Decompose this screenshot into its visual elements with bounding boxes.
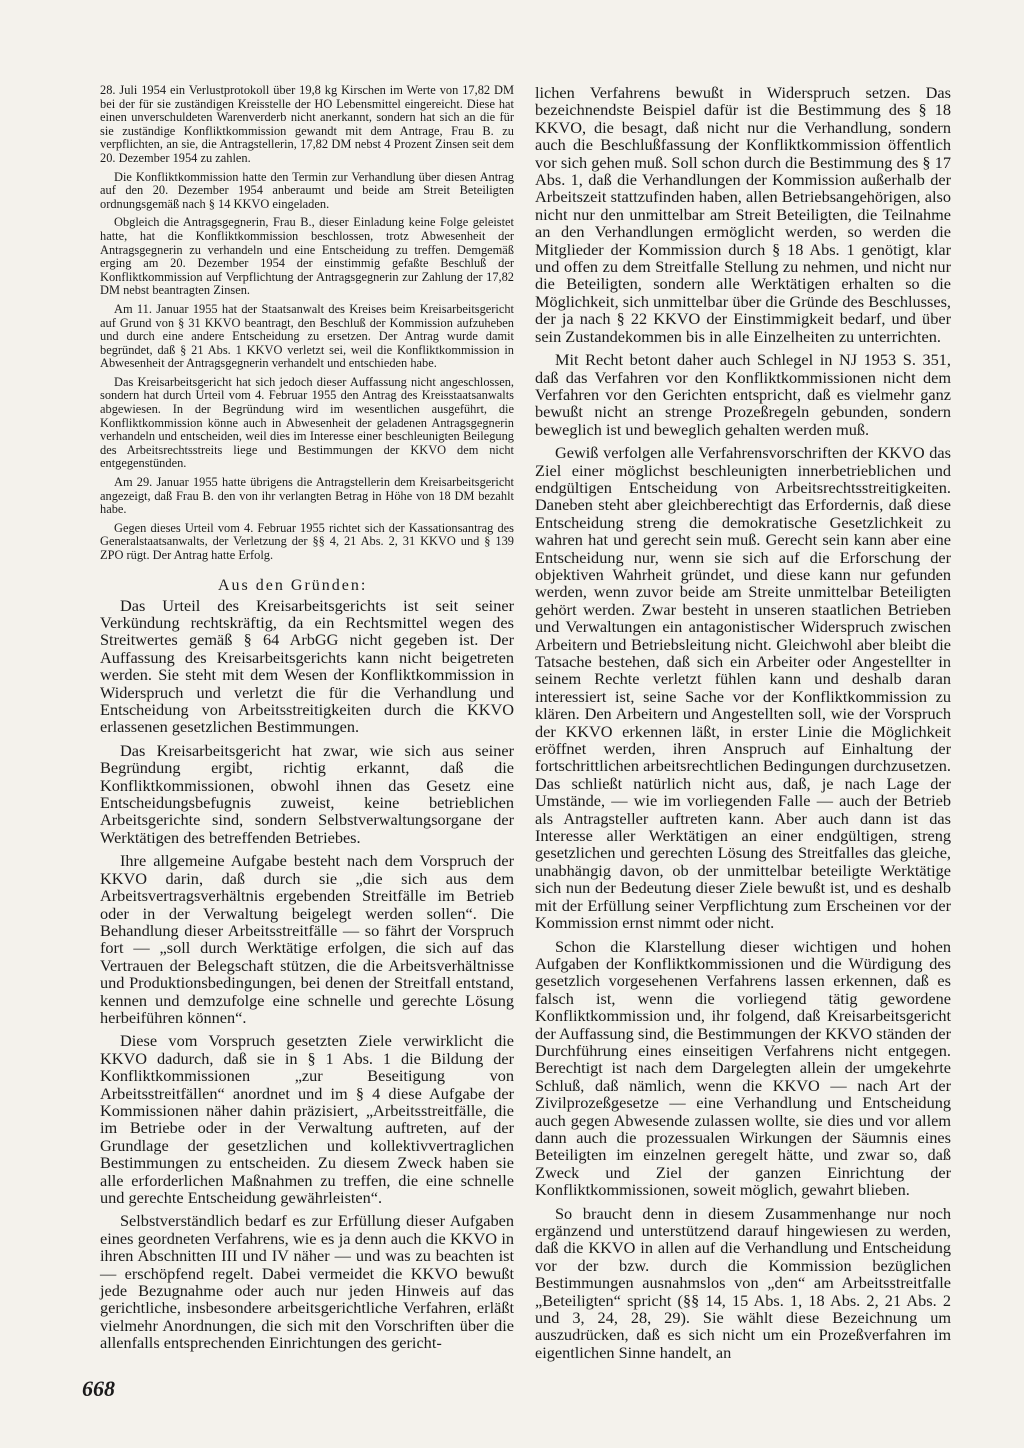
fact-paragraph: Obgleich die Antragsgegnerin, Frau B., dieser Einladung keine Folge geleistet hatte, hat die Konfliktkommission beschlossen, trotz Abwesenheit der Antragsgegnerin zu verhandeln und eine Entscheidung zu treffen. Demgemäß erging am 20. Dezember 1954 der einstimmig gefaßte Beschluß der Konfliktkommission auf Verpflichtung der Antragsgegnerin zur Zahlung der 17,82 DM nebst beantragten Zinsen. [100,215,514,298]
reason-paragraph: Ihre allgemeine Aufgabe besteht nach dem Vorspruch der KKVO darin, daß durch sie „die sich aus dem Arbeitsvertragsverhältnis ergebenden Streitfälle im Betrieb oder in der Verwaltung beigelegt werden sollen“. Die Behandlung dieser Arbeitsstreitfälle — so fährt der Vorspruch fort — „soll durch Werktätige erfolgen, die sich auf das Vertrauen der Belegschaft stützen, die die Arbeitsverhältnisse und Produktionsbedingungen, bei denen der Streitfall entstand, kennen und demzufolge eine schnelle und gerechte Lösung herbeiführen können“. [100,851,514,1027]
fact-paragraph: Die Konfliktkommission hatte den Termin zur Verhandlung über diesen Antrag auf den 20. Dezember 1954 anberaumt und beide am Streit Beteiligten ordnungsgemäß nach § 14 KKVO eingeladen. [100,169,514,211]
body-paragraph: Schon die Klarstellung dieser wichtigen und hohen Aufgaben der Konfliktkommissionen und die Würdigung des gesetzlich vorgesehenen Verfahrens lassen erkennen, daß es falsch ist, wenn die vorliegend tätig gewordene Konfliktkommission und, ihr folgend, daß Kreisarbeitsgericht der Auffassung sind, die Bestimmungen der KKVO ständen der Durchführung eines einseitigen Verfahrens nicht entgegen. Berechtigt ist nach dem Dargelegten allein der umgekehrte Schluß, daß nämlich, wenn die KKVO — nach Art der Zivilprozeßgesetze — eine Verhandlung und Entscheidung auch gegen Abwesende zulassen wollte, sie dies und vor allem dann auch die prozessualen Wirkungen der Säumnis eines Beteiligten im einzelnen geregelt hätte, und zwar so, daß Zweck und Ziel der ganzen Einrichtung der Konfliktkommissionen, soweit möglich, gewahrt blieben. [535,936,951,1200]
reason-paragraph: Das Kreisarbeitsgericht hat zwar, wie sich aus seiner Begründung ergibt, richtig erkannt, daß die Konfliktkommissionen, obwohl ihnen das Gesetz eine Entscheidungsbefugnis zuweist, keine betrieblichen Arbeitsgerichte sind, sondern Selbstverwaltungsorgane der Werktätigen des betreffenden Betriebes. [100,740,514,847]
reason-paragraph: Diese vom Vorspruch gesetzten Ziele verwirklicht die KKVO dadurch, daß sie in § 1 Abs. 1 die Bildung der Konfliktkommissionen „zur Beseitigung von Arbeitsstreitfällen“ anordnet und im § 4 diese Aufgabe der Kommissionen näher dahin präzisiert, „Arbeitsstreitfälle, die im Betriebe oder in der Verwaltung auftreten, auf der Grundlage der gesetzlichen und kollektivvertraglichen Bestimmungen zu entscheiden. Zu diesem Zweck haben sie alle erforderlichen Maßnahmen zu treffen, die eine schnelle und gerechte Entscheidung gewährleisten“. [100,1031,514,1207]
reasons-section [100,597,514,1352]
body-paragraph: lichen Verfahrens bewußt in Widerspruch setzen. Das bezeichnendste Beispiel dafür ist die Bestimmung des § 18 KKVO, die besagt, daß nicht nur die Verhandlung, sondern auch die Beschlußfassung der Konfliktkommission öffentlich vor sich gehen muß. Soll schon durch die Bestimmung des § 17 Abs. 1, daß die Verhandlungen der Kommission außerhalb der Arbeitszeit stattzufinden haben, allen Betriebsangehörigen, also nicht nur den unmittelbar am Streit Beteiligten, die Teilnahme an den Verhandlungen ermöglicht werden, so werden die Mitglieder der Kommission durch § 18 Abs. 1 genötigt, klar und offen zu dem Streitfalle Stellung zu nehmen, und nicht nur die Beteiligten, sondern alle Werktätigen erhalten so die Möglichkeit, sich unmittelbar über die Gründe des Beschlusses, der ja nach § 22 KKVO der Einstimmigkeit bedarf, und über sein Zustandekommen bis in alle Einzelheiten zu unterrichten. [535,83,951,346]
body-paragraph: Gewiß verfolgen alle Verfahrensvorschriften der KKVO das Ziel einer möglichst beschleunigten innerbetrieblichen und endgültigen Entscheidung von Arbeitsrechtsstreitigkeiten. Daneben steht aber gleichberechtigt das Erfordernis, daß diese Entscheidung streng die demokratische Gesetzlichkeit zu wahren hat und gerecht sein muß. Gerecht sein kann aber eine Entscheidung nur, wenn sie sich auf die Erforschung der objektiven Wahrheit gründet, und diese kann nur gefunden werden, wenn zuvor beide am Streite unmittelbar Beteiligten gehört werden. Zwar besteht in unseren staatlichen Betrieben und Verwaltungen ein antagonistischer Widerspruch zwischen Arbeitern und Betriebsleitung nicht. Gleichwohl aber bleibt die Tatsache bestehen, daß sich ein Arbeiter oder Angestellter in seinem Rechte verletzt fühlen kann und deshalb daran interessiert ist, seine Sache vor der Konfliktkommission zu klären. Den Arbeitern und Angestellten soll, wie der Vorspruch der KKVO erkennen läßt, in erster Linie die Möglichkeit eröffnet werden, ihren Anspruch auf Einhaltung der fortschrittlichen arbeitsrechtlichen Bedingungen durchzusetzen. Das schließt natürlich nicht aus, daß, je nach Lage der Umstände, — wie im vorliegenden Falle — auch der Betrieb als Antragsteller auftreten kann. Aber auch dann ist das Interesse aller Werktätigen an einer endgültigen, streng gesetzlichen und gerechten Lösung des Streitfalles das gleiche, unabhängig davon, ob der unmittelbar beteiligte Werktätige sich nun der Bedeutung dieser Ziele bewußt ist, und es deshalb mit der Erfüllung seiner Verpflichtung zum Erscheinen vor der Kommission ernst nimmt oder nicht. [535,443,951,933]
section-heading: Aus den Gründen: [218,576,368,594]
fact-paragraph: Am 29. Januar 1955 hatte übrigens die Antragstellerin dem Kreisarbeitsgericht angezeigt, daß Frau B. den von ihr verlangten Betrag in Höhe von 18 DM bezahlt habe. [100,475,514,517]
fact-paragraph: Das Kreisarbeitsgericht hat sich jedoch dieser Auffassung nicht angeschlossen, sondern hat durch Urteil vom 4. Februar 1955 den Antrag des Kreisstaatsanwalts abgewiesen. In der Begründung wird im wesentlichen ausgeführt, die Konfliktkommission könne auch in Abwesenheit der geladenen Antragsgegnerin verhandeln und entscheiden, weil dies im Interesse einer beschleunigten Beilegung des Arbeitsrechtsstreits liege und Bestimmungen der KKVO dem nicht entgegenstünden. [100,374,514,471]
reason-paragraph: Selbstverständlich bedarf es zur Erfüllung dieser Aufgaben eines geordneten Verfahrens, wie es ja denn auch die KKVO in ihren Abschnitten III und IV näher — und was zu beachten ist — erschöpfend regelt. Dabei vermeidet die KKVO bewußt jede Bezugnahme oder auch nur jeden Hinweis auf das gerichtliche, insbesondere arbeitsgerichtliche Verfahren, erläßt vielmehr Anordnungen, die sich mit den Vorschriften über die allenfalls entsprechenden Einrichtungen des gericht- [100,1211,514,1353]
body-paragraph: Mit Recht betont daher auch Schlegel in NJ 1953 S. 351, daß das Verfahren vor den Konfliktkommissionen nicht dem Verfahren vor den Gerichten entspricht, daß es vielmehr ganz bewußt nicht an strenge Prozeßregeln gebunden, sondern beweglich ist und beweglich gehalten werden muß. [535,350,951,439]
right-column [535,84,951,1367]
fact-paragraph: Am 11. Januar 1955 hat der Staatsanwalt des Kreises beim Kreisarbeitsgericht auf Grund von § 31 KKVO beantragt, den Beschluß der Kommission aufzuheben und durch eine andere Entscheidung zu ersetzen. Der Antrag wurde damit begründet, daß § 21 Abs. 1 KKVO verletzt sei, weil die Konfliktkommission in Abwesenheit der Antragsgegnerin verhandelt und entschieden habe. [100,301,514,371]
body-paragraph: So braucht denn in diesem Zusammenhange nur noch ergänzend und unterstützend darauf hingewiesen zu werden, daß die KKVO in allen auf die Verhandlung und Entscheidung vor der bzw. durch die Kommission bezüglichen Bestimmungen ausnahmslos von „den“ am Arbeitsstreitfalle „Beteiligten“ spricht (§§ 14, 15 Abs. 1, 18 Abs. 2, 21 Abs. 2 und 3, 24, 28, 29). Sie wählt diese Bezeichnung um auszudrücken, daß es sich nicht um ein Prozeßverfahren im eigentlichen Sinne handelt, an [535,1203,951,1362]
fact-paragraph: 28. Juli 1954 ein Verlustprotokoll über 19,8 kg Kirschen im Werte von 17,82 DM bei der für sie zuständigen Kreisstelle der HO Lebensmittel eingereicht. Diese hat einen unverschuldeten Warenverderb nicht anerkannt, sondern hat sich an die für sie zuständige Konfliktkommission gewandt mit dem Antrage, Frau B. zu verpflichten, an sie, die Antragstellerin, 17,82 DM nebst 4 Prozent Zinsen seit dem 20. Dezember 1954 zu zahlen. [100,83,514,165]
case-facts-section [100,84,514,563]
fact-paragraph: Gegen dieses Urteil vom 4. Februar 1955 richtet sich der Kassationsantrag des Generalstaatsanwalts, der Verletzung der §§ 4, 21 Abs. 2, 31 KKVO und § 139 ZPO rügt. Der Antrag hatte Erfolg. [100,520,514,562]
left-column [100,84,514,1358]
page-number: 668 [82,1376,115,1401]
reason-paragraph: Das Urteil des Kreisarbeitsgerichts ist seit seiner Verkündung rechtskräftig, da ein Rechtsmittel wegen des Streitwertes gemäß § 64 ArbGG nicht gegeben ist. Der Auffassung des Kreisarbeitsgerichts kann nicht beigetreten werden. Sie steht mit dem Wesen der Konfliktkommission in Widerspruch und verletzt die für die Verhandlung und Entscheidung von Arbeitsstreitigkeiten durch die KKVO erlassenen gesetzlichen Bestimmungen. [100,595,514,737]
